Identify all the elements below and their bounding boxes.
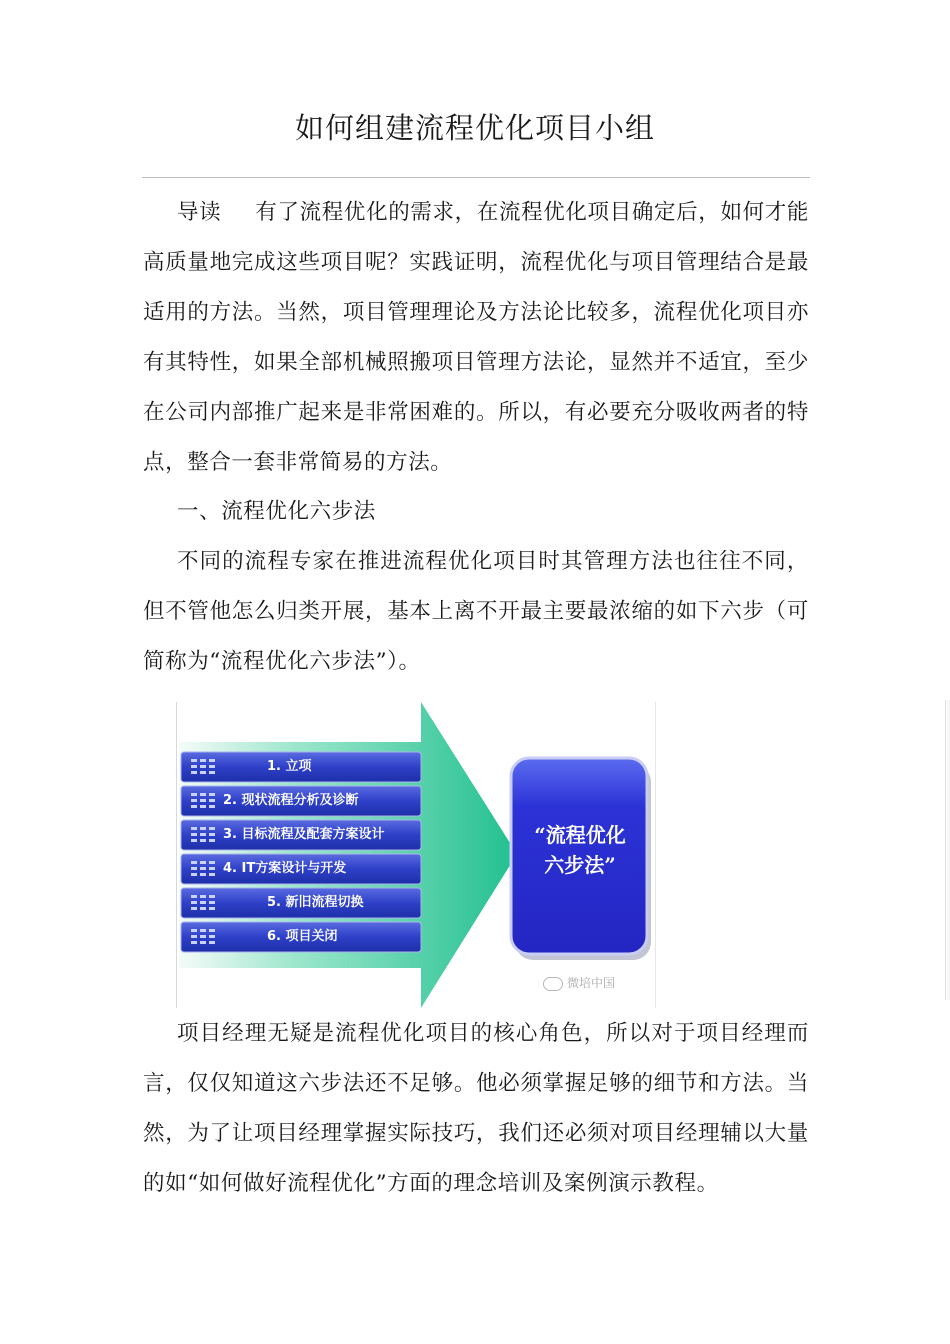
intro-text: 有了流程优化的需求，在流程优化项目确定后，如何才能高质量地完成这些项目呢？实践证明，流程优化与项目管理结合是最适用的方法。当然，项目管理理论及方法论比较多，流程优化项目亦有其特性，如果全部机械照搬项目管理方法论，显然并不适宜，至少在公司内部推广起来是非常困难的。所以，有必要充分吸收两者的特点，整合一套非常简易的方法。 — [143, 200, 809, 475]
step-label: 3. 目标流程及配套方案设计 — [223, 827, 385, 842]
list-dots-icon — [191, 827, 215, 842]
step-label: 4. IT方案设计与开发 — [223, 861, 347, 876]
intro-paragraph — [143, 188, 809, 488]
step-label: 1. 立项 — [267, 759, 312, 774]
six-step-figure — [176, 702, 656, 1008]
list-dots-icon — [191, 793, 215, 808]
section-paragraph: 不同的流程专家在推进流程优化项目时其管理方法也往往不同，但不管他怎么归类开展，基本上离不开最主要最浓缩的如下六步（可简称为“流程优化六步法”）。 — [143, 549, 809, 674]
watermark — [543, 974, 615, 991]
intro-label: 导读 — [177, 200, 222, 225]
page-title: 如何组建流程优化项目小组 — [294, 111, 655, 145]
watermark-logo-icon — [543, 977, 563, 991]
result-box-line-2: 六步法” — [544, 853, 616, 877]
list-dots-icon — [191, 929, 215, 944]
title-divider — [142, 177, 810, 178]
result-box-line-1: “流程优化 — [534, 823, 626, 847]
list-dots-icon — [191, 861, 215, 876]
section-heading: 一、流程优化六步法 — [177, 499, 376, 524]
step-label: 5. 新旧流程切换 — [267, 895, 364, 910]
list-dots-icon — [191, 759, 215, 774]
step-label: 2. 现状流程分析及诊断 — [223, 793, 359, 808]
page-edge — [945, 700, 950, 1000]
watermark-text: 微培中国 — [567, 976, 616, 990]
result-box-label — [520, 820, 640, 880]
list-dots-icon — [191, 895, 215, 910]
step-label: 6. 项目关闭 — [267, 929, 338, 944]
closing-paragraph: 项目经理无疑是流程优化项目的核心角色，所以对于项目经理而言，仅仅知道这六步法还不足够。他必须掌握足够的细节和方法。当然，为了让项目经理掌握实际技巧，我们还必须对项目经理辅以大量的如“如何做好流程优化”方面的理念培训及案例演示教程。 — [143, 1021, 809, 1196]
